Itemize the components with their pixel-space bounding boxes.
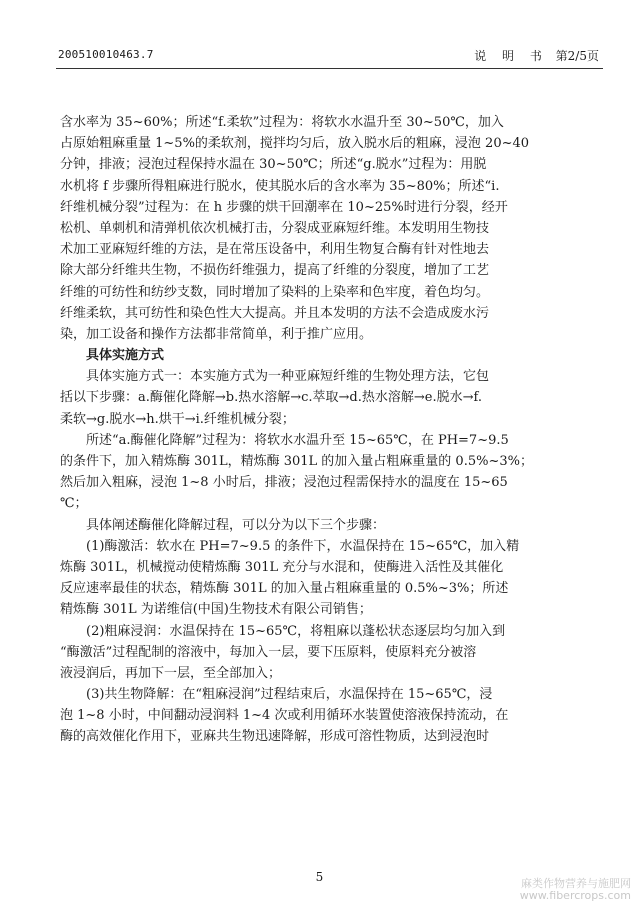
text-line: 术加工亚麻短纤维的方法，是在常压设备中，利用生物复合酶有针对性地去: [60, 242, 490, 258]
text-line: 柔软→g.脱水→h.烘干→i.纤维机械分裂；: [60, 411, 295, 427]
text-line: 纤维柔软，其可纺性和染色性大大提高。并且本发明的方法不会造成废水污: [60, 305, 490, 321]
text-line: 然后加入粗麻，浸泡 1~8 小时后，排液；浸泡过程需保持水的温度在 15~65: [60, 475, 508, 491]
text-line: 松机、单刺机和清弹机依次机械打击，分裂成亚麻短纤维。本发明用生物技: [60, 220, 490, 236]
site-watermark: [520, 878, 631, 902]
watermark-site-name: 麻类作物营养与施肥网: [521, 877, 631, 890]
text-line: 炼酶 301L，机械搅动使精炼酶 301L 充分与水混和，使酶进入活性及其催化: [60, 559, 504, 575]
watermark-url: www.fibercrops.com: [519, 889, 631, 902]
text-line: ℃；: [60, 496, 88, 512]
document-type-title: 说 明 书: [474, 49, 548, 63]
text-line: 除大部分纤维共生物，不损伤纤维强力，提高了纤维的分裂度，增加了工艺: [60, 263, 490, 279]
text-line: 反应速率最佳的状态，精炼酶 301L 的加入量占粗麻重量的 0.5%~3%；所述: [60, 581, 509, 597]
text-line: 泡 1~8 小时，中间翻动浸润料 1~4 次或利用循环水装置使溶液保持流动，在: [60, 708, 509, 724]
text-line: “酶激活”过程配制的溶液中，每加入一层，要下压原料，使原料充分被溶: [60, 644, 477, 660]
text-line: 纤维的可纺性和纺纱支数，同时增加了染料的上染率和色牢度，着色均匀。: [60, 284, 490, 300]
text-line: 含水率为 35~60%；所述“f.柔软”过程为：将软水水温升至 30~50℃，加入: [60, 115, 504, 130]
text-line: 液浸润后，再加下一层，至全部加入；: [60, 665, 282, 681]
patent-application-number: 200510010463.7: [58, 48, 154, 61]
section-heading: 具体实施方式: [86, 348, 165, 364]
text-line: 占原始粗麻重量 1~5%的柔软剂，搅拌均匀后，放入脱水后的粗麻，浸泡 20~40: [60, 136, 530, 152]
page-info: 第2/5页: [555, 49, 599, 63]
text-line: 精炼酶 301L 为诺维信(中国)生物技术有限公司销售；: [60, 602, 372, 618]
text-line: 括以下步骤：a.酶催化降解→b.热水溶解→c.萃取→d.热水溶解→e.脱水→f.: [60, 390, 482, 406]
text-line: 的条件下，加入精炼酶 301L，精炼酶 301L 的加入量占粗麻重量的 0.5%~3%；: [60, 454, 533, 469]
body-text: [60, 112, 588, 748]
page-number: 5: [315, 870, 324, 884]
header-right: [474, 47, 599, 64]
text-line: 分钟，排液；浸泡过程保持水温在 30~50℃；所述“g.脱水”过程为：用脱: [60, 157, 487, 173]
paragraph-first-line: 具体阐述酶催化降解过程，可以分为以下三个步骤：: [86, 517, 386, 533]
paragraph-first-line: 具体实施方式一：本实施方式为一种亚麻短纤维的生物处理方法，它包: [86, 369, 490, 385]
text-line: 染，加工设备和操作方法都非常简单，利于推广应用。: [60, 326, 373, 342]
header-divider: [56, 68, 603, 69]
paragraph-first-line: (3)共生物降解：在“粗麻浸润”过程结束后，水温保持在 15~65℃，浸: [86, 687, 493, 703]
paragraph-first-line: (2)粗麻浸润：水温保持在 15~65℃，将粗麻以蓬松状态逐层均匀加入到: [86, 623, 506, 639]
text-line: 酶的高效催化作用下，亚麻共生物迅速降解，形成可溶性物质，达到浸泡时: [60, 729, 490, 745]
text-line: 纤维机械分裂”过程为：在 h 步骤的烘干回潮率在 10~25%时进行分裂，经开: [60, 199, 508, 215]
text-line: 水机将 f 步骤所得粗麻进行脱水，使其脱水后的含水率为 35~80%；所述“i.: [60, 178, 500, 194]
paragraph-first-line: 所述“a.酶催化降解”过程为：将软水水温升至 15~65℃，在 PH=7~9.5: [86, 432, 509, 448]
paragraph-first-line: (1)酶激活：软水在 PH=7~9.5 的条件下，水温保持在 15~65℃，加入精: [86, 538, 520, 554]
